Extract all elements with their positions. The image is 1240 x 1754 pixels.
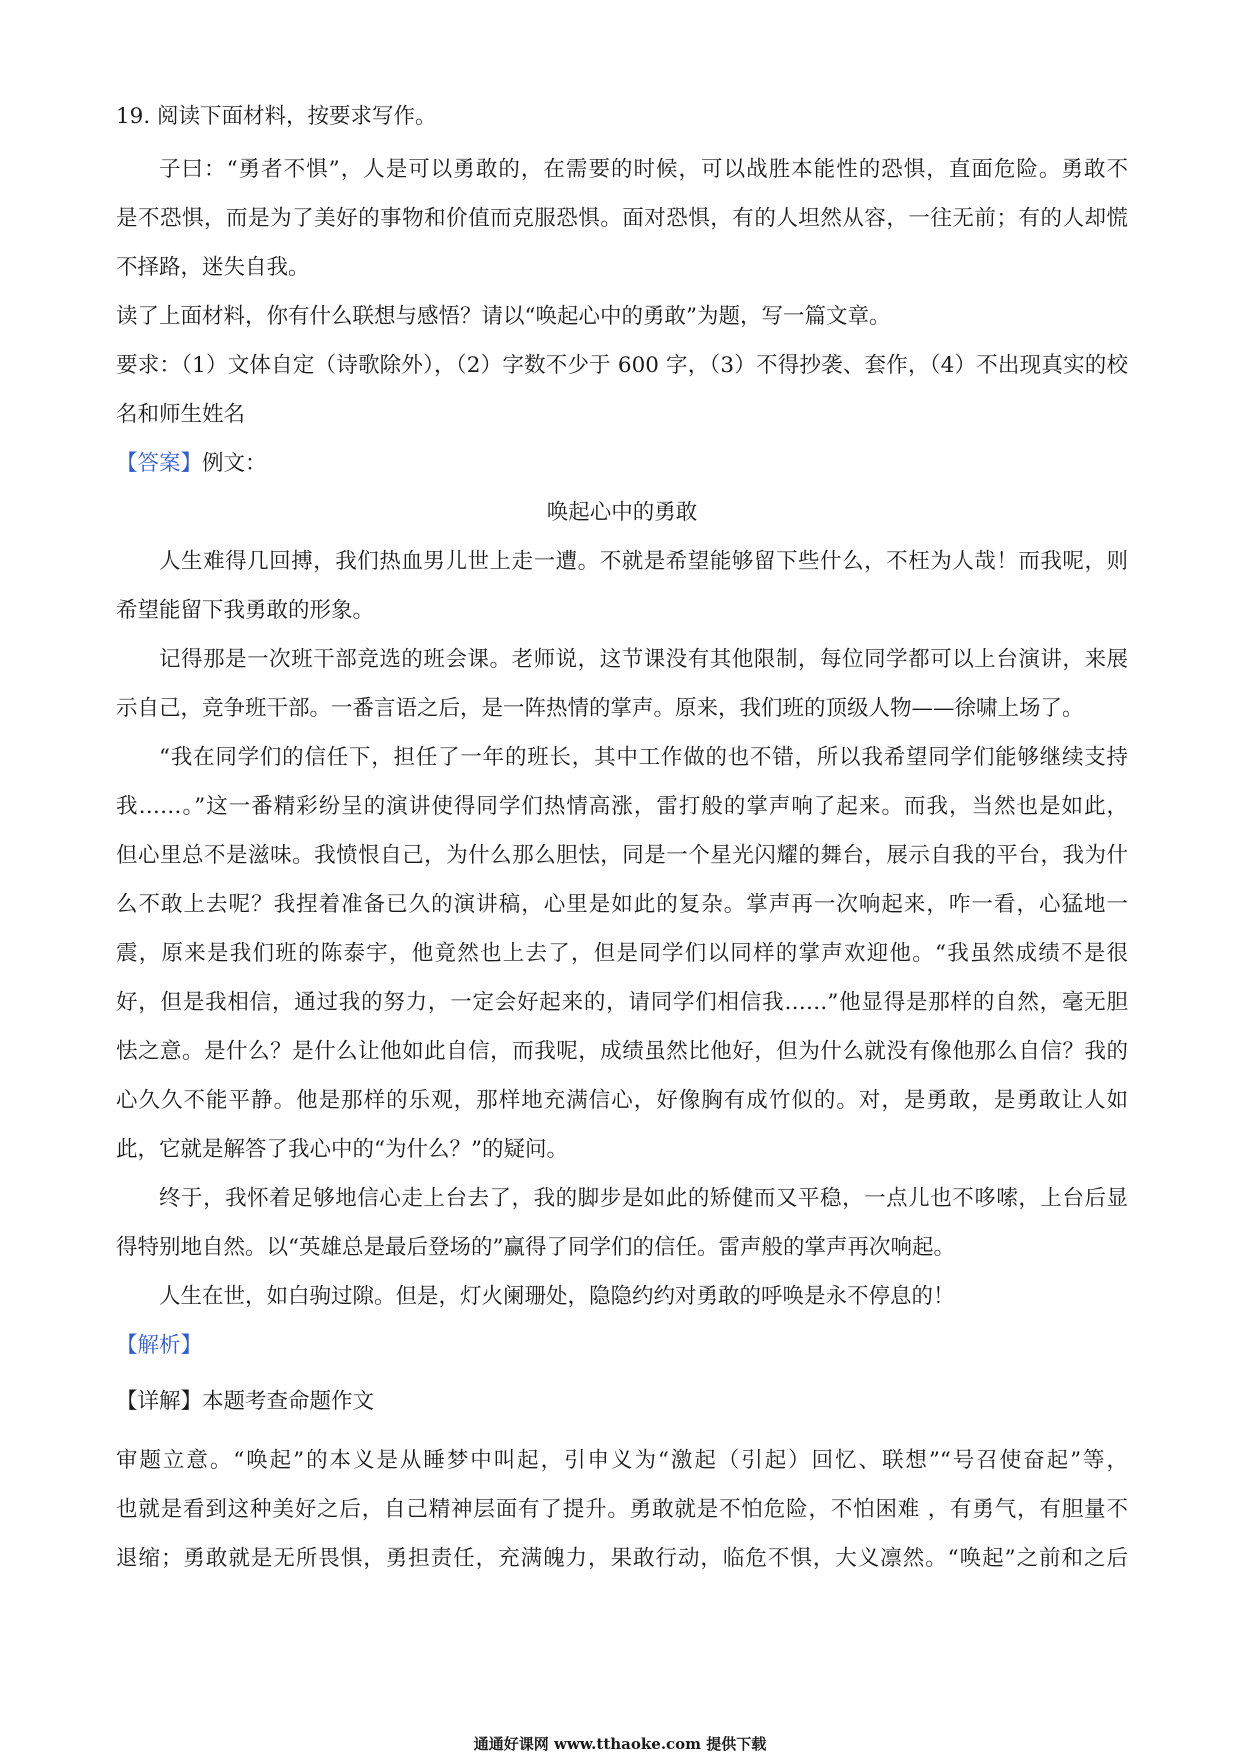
essay-line: 记得那是一次班干部竞选的班会课。老师说，这节课没有其他限制，每位同学都可以上台演讲，来展 (159, 647, 1128, 672)
detail-header (116, 1377, 1128, 1426)
analysis-label-text: 【解析】 (116, 1333, 203, 1358)
essay-line: 么不敢上去呢？我捏着准备已久的演讲稿，心里是如此的复杂。掌声再一次响起来，咋一看，心猛地一 (116, 892, 1128, 917)
requirements-line: 要求：（1）文体自定（诗歌除外），（2）字数不少于 600 字，（3）不得抄袭、套作，（4）不出现真实的校 (116, 353, 1128, 378)
detail-label: 【详解】 (116, 1389, 203, 1414)
essay-line: 此，它就是解答了我心中的“为什么？”的疑问。 (116, 1137, 568, 1162)
answer-header (116, 439, 1128, 488)
question-heading: 19. 阅读下面材料，按要求写作。 (116, 104, 437, 129)
essay-line: 得特别地自然。以“英雄总是最后登场的”赢得了同学们的信任。雷声般的掌声再次响起。 (116, 1235, 955, 1260)
question-prompt: 读了上面材料，你有什么联想与感悟？请以“唤起心中的勇敢”为题，写一篇文章。 (116, 304, 891, 329)
essay-line: 心久久不能平静。他是那样的乐观，那样地充满信心，好像胸有成竹似的。对，是勇敢，是勇敢让人如 (116, 1088, 1128, 1113)
analysis-line: 退缩；勇敢就是无所畏惧，勇担责任，充满魄力，果敢行动，临危不惧，大义凛然。“唤起”之前和之后 (116, 1546, 1128, 1571)
essay-line: 怯之意。是什么？是什么让他如此自信，而我呢，成绩虽然比他好，但为什么就没有像他那么自信？我的 (116, 1039, 1128, 1064)
essay-line: 但心里总不是滋味。我愤恨自己，为什么那么胆怯，同是一个星光闪耀的舞台，展示自我的平台，我为什 (116, 843, 1128, 868)
essay-line: 人生在世，如白驹过隙。但是，灯火阑珊处，隐隐约约对勇敢的呼唤是永不停息的！ (159, 1284, 955, 1309)
material-line: 子曰：“勇者不惧”，人是可以勇敢的，在需要的时候，可以战胜本能性的恐惧，直面危险。勇敢不 (159, 157, 1128, 182)
essay-line: 终于，我怀着足够地信心走上台去了，我的脚步是如此的矫健而又平稳，一点儿也不哆嗦，上台后显 (159, 1186, 1128, 1211)
document-page (116, 92, 1128, 1583)
analysis-line: 也就是看到这种美好之后，自己精神层面有了提升。勇敢就是不怕危险，不怕困难 ，有勇气，有胆量不 (116, 1497, 1128, 1522)
requirements-line: 名和师生姓名 (116, 402, 246, 427)
essay-line: 人生难得几回搏，我们热血男儿世上走一遭。不就是希望能够留下些什么，不枉为人哉！而我呢，则 (159, 549, 1128, 574)
essay-line: 我……。”这一番精彩纷呈的演讲使得同学们热情高涨，雷打般的掌声响了起来。而我，当然也是如此， (116, 794, 1128, 819)
essay-title: 唤起心中的勇敢 (546, 500, 698, 525)
analysis-line: 审题立意。“唤起”的本义是从睡梦中叫起，引申义为“激起（引起）回忆、联想”“号召使奋起”等， (116, 1448, 1128, 1473)
analysis-label (116, 1321, 1128, 1370)
page-footer: 通通好课网 www.tthaoke.com 提供下载 (473, 1735, 767, 1753)
material-line: 不择路，迷失自我。 (116, 255, 310, 280)
essay-line: 好，但是我相信，通过我的努力，一定会好起来的，请同学们相信我……”他显得是那样的自然，毫无胆 (116, 990, 1128, 1015)
essay-line: “我在同学们的信任下，担任了一年的班长，其中工作做的也不错，所以我希望同学们能够继续支持 (159, 745, 1128, 770)
answer-label: 【答案】 (116, 451, 203, 476)
material-line: 是不恐惧，而是为了美好的事物和价值而克服恐惧。面对恐惧，有的人坦然从容，一往无前；有的人却慌 (116, 206, 1128, 231)
essay-line: 希望能留下我勇敢的形象。 (116, 598, 375, 623)
essay-line: 示自己，竞争班干部。一番言语之后，是一阵热情的掌声。原来，我们班的顶级人物——徐啸上场了。 (116, 696, 1084, 721)
detail-text: 本题考查命题作文 (202, 1389, 375, 1414)
essay-line: 震，原来是我们班的陈泰宇，他竟然也上去了，但是同学们以同样的掌声欢迎他。“我虽然成绩不是很 (116, 941, 1128, 966)
answer-intro: 例文： (202, 451, 267, 476)
